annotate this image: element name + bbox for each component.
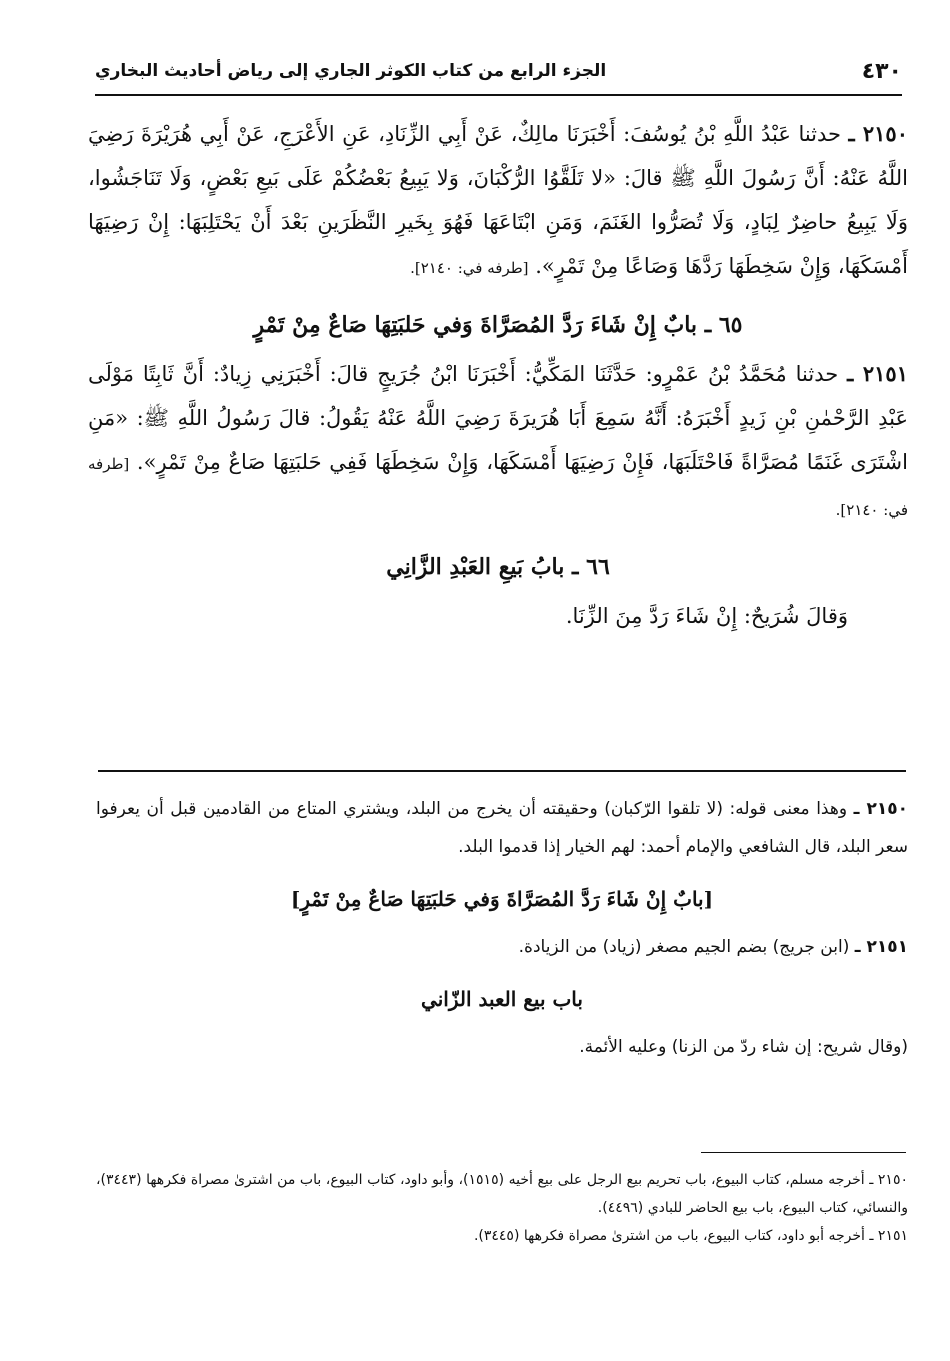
commentary-section <box>96 790 908 1066</box>
footnote-2151: ٢١٥١ ـ أخرجه أبو داود، كتاب البيوع، باب من اشترىٰ مصراة فكرهها (٣٤٤٥). <box>473 1228 908 1244</box>
hadith-number: ٢١٥١ ـ <box>847 361 908 386</box>
section-divider <box>98 770 906 772</box>
commentary-number: ٢١٥١ ـ <box>854 937 908 957</box>
commentary-shurayh: (وقال شريح: إن شاء ردّ من الزنا) وعليه الأئمة. <box>579 1037 908 1057</box>
main-text <box>88 112 908 638</box>
commentary-text: وهذا معنى قوله: (لا تلقوا الرّكبان) وحقيقته أن يخرج من البلد، ويشتري المتاع من القادمين قبل أن يعرفوا سعر البلد، قال الشافعي والإمام أحمد: لهم الخيار إذا قدموا البلد. <box>96 799 908 857</box>
hadith-text: حدثنا مُحَمَّدُ بْنُ عَمْرٍو: حَدَّثَنَا المَكِّيُّ: أَخْبَرَنَا ابْنُ جُرَيجٍ قالَ: أَخْبَرَنِي زِيادٌ: أَنَّ ثَابِتًا مَوْلَى عَبْدِ الرَّحْمٰنِ بْنِ زَيدٍ أَخْبَرَهُ: أَنَّهُ سَمِعَ أَبَا هُرَيرَةَ رَضِيَ اللَّهُ عَنْهُ يَقُولُ: قالَ رَسُولُ اللَّهِ ﷺ: «مَنِ اشْتَرَى غَنَمًا مُصَرَّاةً فَاحْتَلَبَهَا، فَإِنْ رَضِيَهَا أَمْسَكَهَا، وَإِنْ سَخِطَهَا فَفِي حَلبَتِهَا صَاعٌ مِنْ تَمْرٍ». <box>88 362 908 474</box>
cross-reference: [طرفه في: ٢١٤٠]. <box>88 455 908 519</box>
chapter-heading-66: ٦٦ ـ بابُ بَيعِ العَبْدِ الزَّانِي <box>386 554 610 580</box>
footnote-2150: ٢١٥٠ ـ أخرجه مسلم، كتاب البيوع، باب تحريم بيع الرجل على بيع أخيه (١٥١٥)، وأبو داود، كتاب البيوع، باب من اشترىٰ مصراة فكرهها (٣٤٤٣)، والنسائي، كتاب البيوع، باب بيع الحاضر للبادي (٤٤٩٦). <box>96 1172 908 1216</box>
hadith-text: حدثنا عَبْدُ اللَّهِ بْنُ يُوسُفَ: أَخْبَرَنَا مالِكٌ، عَنْ أَبِي الزِّنَادِ، عَنِ الأَعْرَجِ، عَنْ أَبِي هُرَيْرَةَ رَضِيَ اللَّهُ عَنْهُ: أَنَّ رَسُولَ اللَّهِ ﷺ قالَ: «لا تَلَقَّوُا الرُّكْبَانَ، وَلا يَبِيعُ بَعْضُكُمْ عَلَى بَيعِ بَعْضٍ، وَلَا تَنَاجَشُوا، وَلَا يَبِيعُ حاضِرٌ لِبَادٍ، وَلَا تُصَرُّوا الغَنَمَ، وَمَنِ ابْتَاعَهَا فَهُوَ بِخَيرِ النَّظَرَينِ بَعْدَ أَنْ يَحْتَلِبَهَا: إِنْ رَضِيَهَا أَمْسَكَهَا، وَإِنْ سَخِطَهَا رَدَّهَا وَصَاعًا مِنْ تَمْرٍ». <box>88 122 908 278</box>
hadith-number: ٢١٥٠ ـ <box>848 121 908 146</box>
commentary-text: (ابن جريج) بضم الجيم مصغر (زياد) من الزيادة. <box>518 937 850 957</box>
chapter-heading-65: ٦٥ ـ بابٌ إِنْ شَاءَ رَدَّ المُصَرَّاةَ وَفي حَلبَتِهَا صَاعٌ مِنْ تَمْرٍ <box>253 312 743 338</box>
commentary-number: ٢١٥٠ ـ <box>853 799 908 819</box>
running-title: الجزء الرابع من كتاب الكوثر الجاري إلى رياض أحاديث البخاري <box>95 61 607 81</box>
hadith-2150 <box>88 112 908 290</box>
commentary-2150 <box>96 790 908 866</box>
page-header <box>95 48 902 96</box>
commentary-chapter-66: باب بيع العبد الزّاني <box>421 987 583 1011</box>
footnotes <box>96 1166 908 1250</box>
footnote-divider <box>701 1152 906 1153</box>
commentary-2151 <box>96 928 908 966</box>
cross-reference: [طرفه في: ٢١٤٠]. <box>410 259 529 277</box>
commentary-chapter-65: [بابٌ إِنْ شَاءَ رَدَّ المُصَرَّاةَ وَفي حَلبَتِهَا صَاعٌ مِنْ تَمْرٍ] <box>290 887 714 911</box>
page-number: ٤٣٠ <box>861 58 902 84</box>
hadith-2151 <box>88 352 908 532</box>
shurayh-statement: وَقالَ شُرَيحٌ: إِنْ شَاءَ رَدَّ مِنَ الزِّنَا. <box>565 604 848 628</box>
